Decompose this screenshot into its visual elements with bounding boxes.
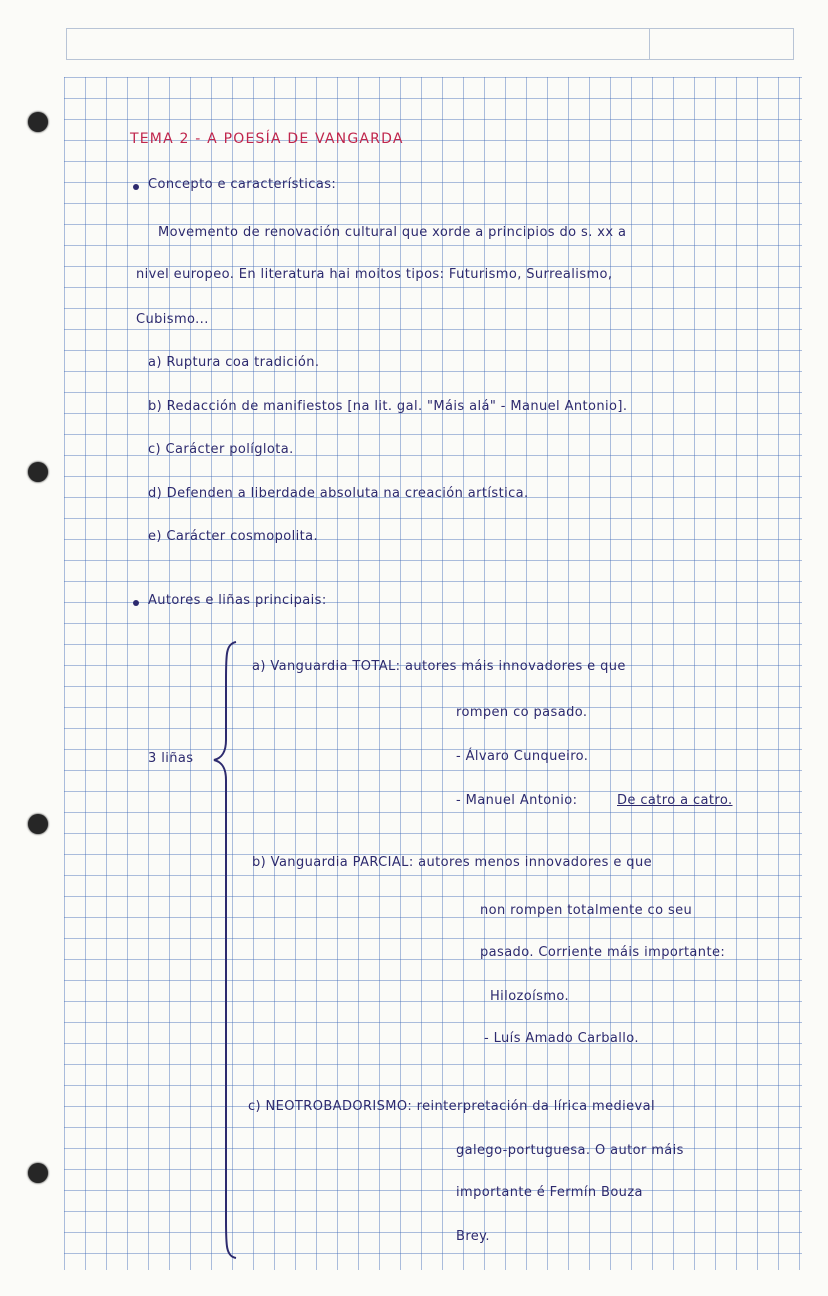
line-parcial: non rompen totalmente co seu <box>480 903 693 918</box>
line-parcial: Hilozoísmo. <box>490 989 570 1004</box>
line-neotrobadorismo: c) NEOTROBADORISMO: reinterpretación da lírica medieval <box>248 1099 656 1114</box>
line-total: rompen co pasado. <box>456 705 588 720</box>
list-item: c) Carácter políglota. <box>148 442 294 457</box>
punch-hole <box>28 1163 48 1183</box>
bottom-margin <box>0 1270 828 1296</box>
line-parcial: b) Vanguardia PARCIAL: autores menos innovadores e que <box>252 855 652 870</box>
page-title: TEMA 2 - A POESÍA DE VANGARDA <box>130 131 404 147</box>
paragraph-line: nivel europeo. En literatura hai moitos tipos: Futurismo, Surrealismo, <box>136 267 613 282</box>
list-item: b) Redacción de manifiestos [na lit. gal. "Máis alá" - Manuel Antonio]. <box>148 399 628 414</box>
right-margin <box>802 0 828 1296</box>
curly-brace <box>212 640 238 1260</box>
header-box <box>66 28 794 60</box>
brace-label: 3 liñas <box>148 751 194 766</box>
line-neotrobadorismo: galego-portuguesa. O autor máis <box>456 1143 684 1158</box>
section-heading-concepto: Concepto e características: <box>148 177 337 192</box>
bullet <box>133 600 139 606</box>
punch-hole <box>28 112 48 132</box>
list-item: e) Carácter cosmopolita. <box>148 529 318 544</box>
header-divider <box>649 29 650 59</box>
line-neotrobadorismo: Brey. <box>456 1229 490 1244</box>
punch-hole <box>28 814 48 834</box>
left-margin <box>0 0 64 1296</box>
line-parcial: - Luís Amado Carballo. <box>484 1031 639 1046</box>
list-item: a) Ruptura coa tradición. <box>148 355 320 370</box>
line-parcial: pasado. Corriente máis importante: <box>480 945 726 960</box>
section-heading-autores: Autores e liñas principais: <box>148 593 327 608</box>
line-total: a) Vanguardia TOTAL: autores máis innovadores e que <box>252 659 626 674</box>
line-neotrobadorismo: importante é Fermín Bouza <box>456 1185 643 1200</box>
work-title: De catro a catro. <box>617 793 733 808</box>
punch-hole <box>28 462 48 482</box>
paragraph-line: Movemento de renovación cultural que xorde a principios do s. xx a <box>158 225 627 240</box>
line-total: - Manuel Antonio: <box>456 793 578 808</box>
list-item: d) Defenden a liberdade absoluta na creación artística. <box>148 486 529 501</box>
bullet <box>133 184 139 190</box>
paragraph-line: Cubismo... <box>136 312 209 327</box>
line-total: - Álvaro Cunqueiro. <box>456 749 589 764</box>
